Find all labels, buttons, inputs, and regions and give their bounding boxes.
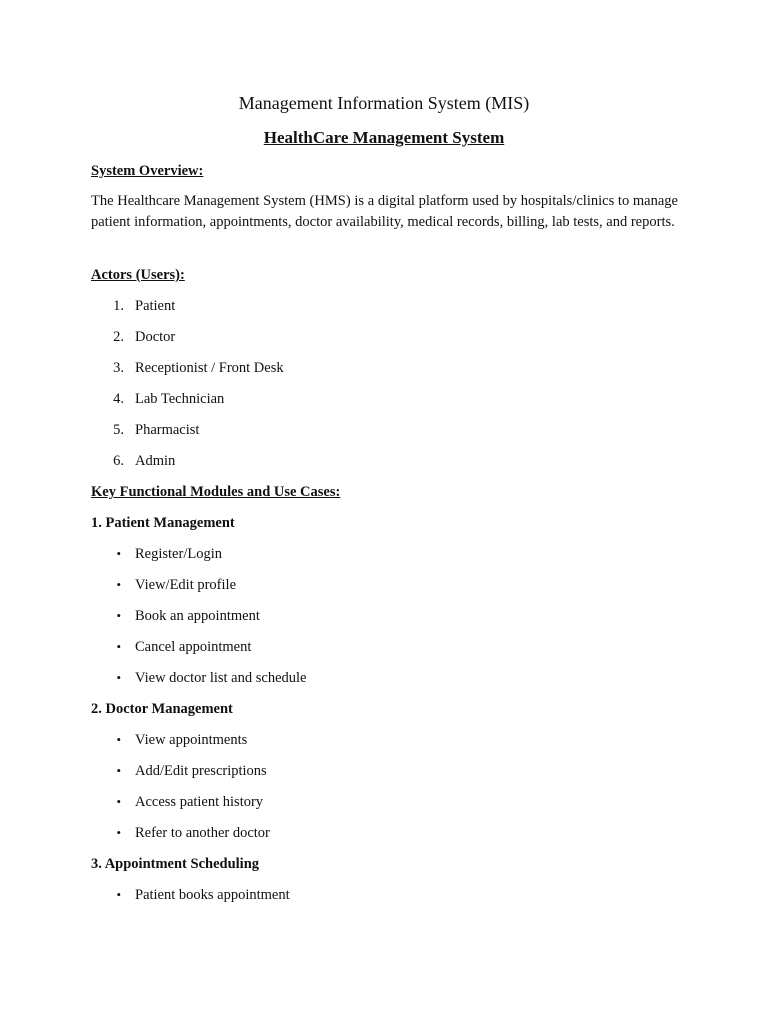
overview-paragraph: The Healthcare Management System (HMS) is a digital platform used by hospitals/clinics to manage patient information, appointments, doctor availability, medical records, billing, lab tests, and reports. [91,193,678,230]
actor-list-item [91,328,175,346]
bullet-list-item [91,824,270,842]
bullet-list-item [91,638,251,656]
actor-label: Admin [135,453,176,469]
bullet-text: Add/Edit prescriptions [135,763,267,779]
bullet-icon: • [116,825,121,840]
bullet-text: View doctor list and schedule [135,670,307,686]
section-heading-overview: System Overview: [91,163,204,179]
actor-label: Doctor [135,329,176,345]
actor-list-item [91,297,175,315]
bullet-icon: • [116,763,121,778]
list-number: 1. [113,298,124,314]
bullet-icon: • [116,639,121,654]
bullet-text: Book an appointment [135,608,260,624]
list-number: 3. [113,360,124,376]
bullet-text: View appointments [135,732,248,748]
actor-list-item [91,421,199,439]
bullet-list-item [91,607,260,625]
actor-label: Patient [135,298,176,314]
actor-label: Receptionist / Front Desk [135,360,284,376]
bullet-list-item [91,793,263,811]
list-number: 4. [113,391,124,407]
bullet-icon: • [116,887,121,902]
list-number: 5. [113,422,124,438]
document-subtitle: HealthCare Management System [263,128,505,147]
section-heading-actors: Actors (Users): [91,267,185,283]
bullet-list-item [91,669,306,687]
bullet-list-item [91,886,290,904]
section-heading-modules: Key Functional Modules and Use Cases: [91,484,341,500]
bullet-text: View/Edit profile [135,577,237,593]
list-number: 2. [113,329,124,345]
actor-list-item [91,452,175,470]
bullet-icon: • [116,608,121,623]
bullet-icon: • [116,794,121,809]
module-heading-appointment: 3. Appointment Scheduling [91,856,260,872]
bullet-text: Refer to another doctor [135,825,270,841]
actor-list-item [91,390,224,408]
actor-list-item [91,359,284,377]
bullet-text: Patient books appointment [135,887,290,903]
list-number: 6. [113,453,124,469]
bullet-list-item [91,545,222,563]
bullet-text: Access patient history [135,794,264,810]
bullet-text: Cancel appointment [135,639,252,655]
actor-label: Lab Technician [135,391,225,407]
module-heading-doctor: 2. Doctor Management [91,701,233,717]
bullet-icon: • [116,577,121,592]
bullet-text: Register/Login [135,546,222,562]
bullet-list-item [91,731,247,749]
module-heading-patient: 1. Patient Management [91,515,235,531]
page-title: Management Information System (MIS) [238,93,530,113]
bullet-list-item [91,576,236,594]
bullet-list-item [91,762,267,780]
bullet-icon: • [116,670,121,685]
bullet-icon: • [116,732,121,747]
actor-label: Pharmacist [135,422,200,438]
bullet-icon: • [116,546,121,561]
